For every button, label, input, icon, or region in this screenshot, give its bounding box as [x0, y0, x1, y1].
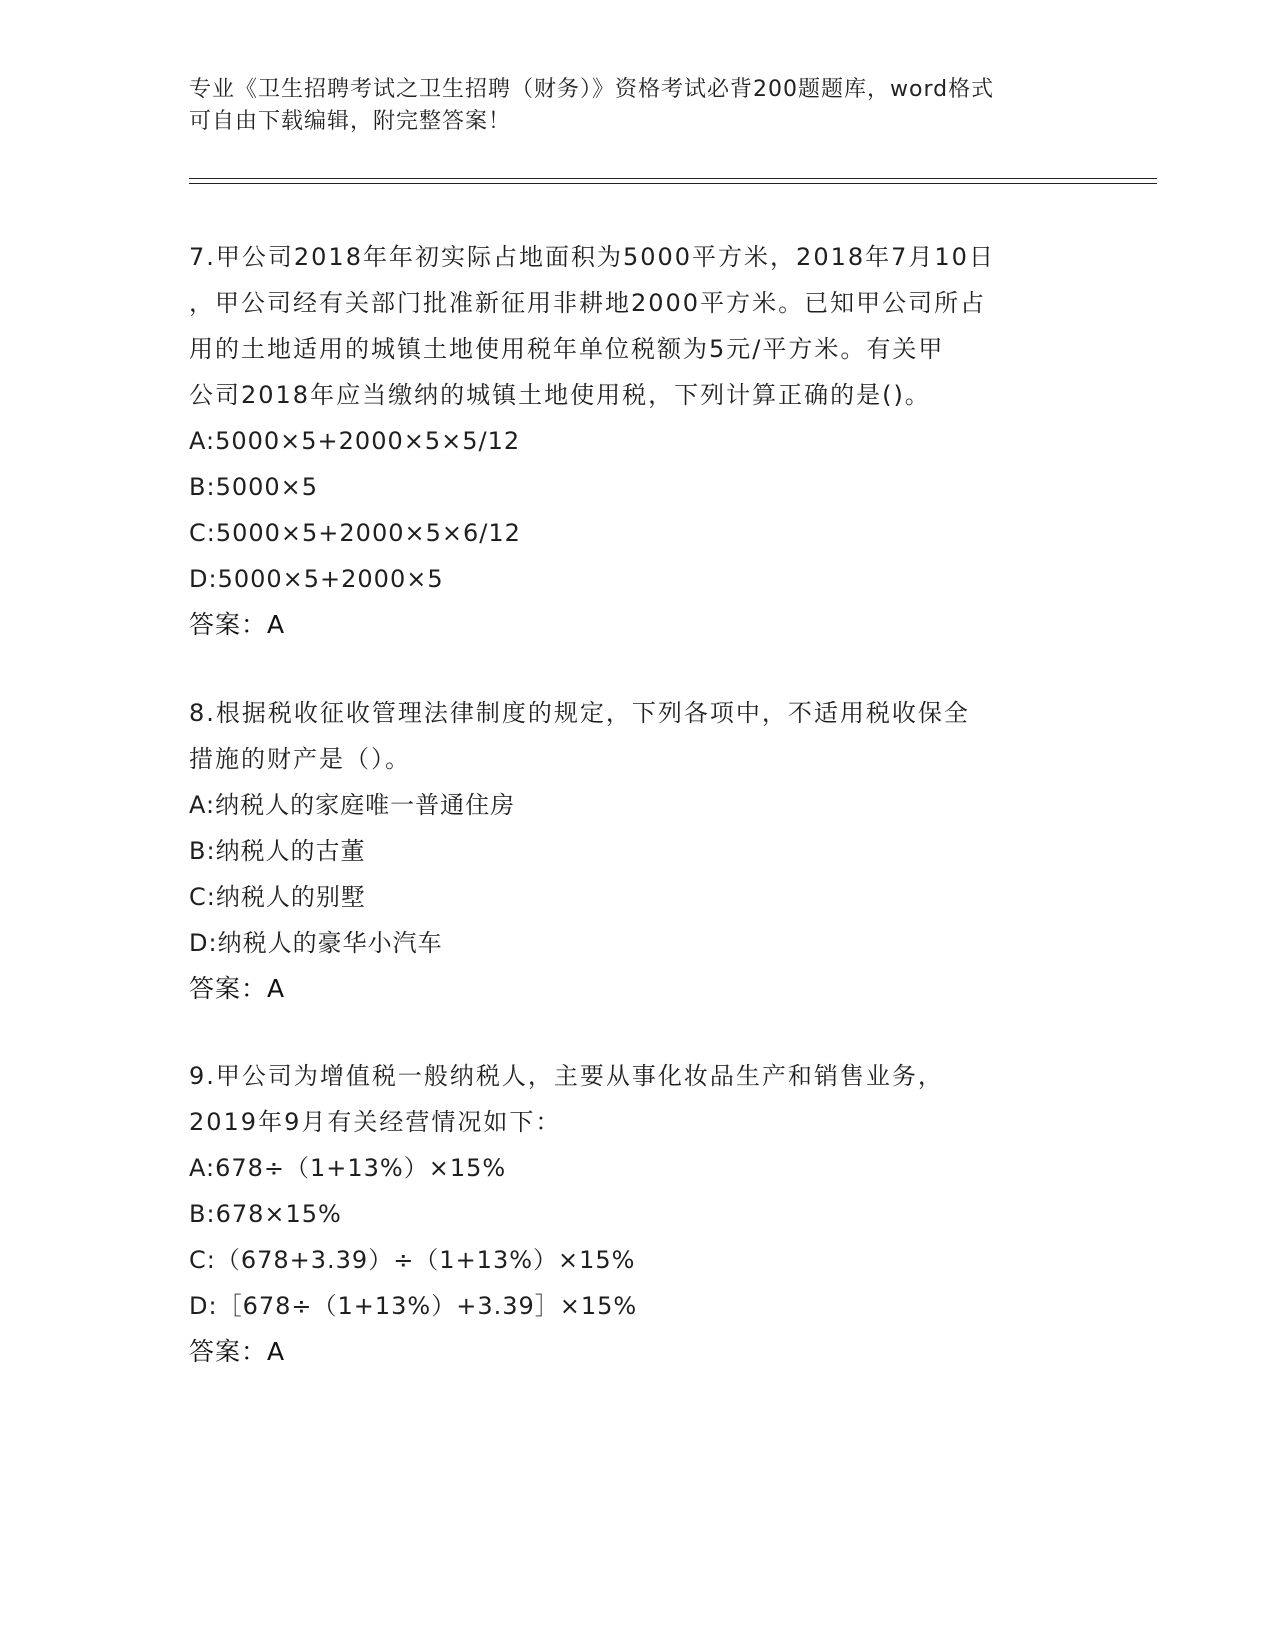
option-list — [189, 782, 1089, 966]
option-text: 纳税人的古董 — [215, 837, 366, 865]
option-letter: D: — [189, 1292, 218, 1320]
question-8 — [189, 690, 1089, 1012]
option-c — [189, 1237, 1089, 1283]
option-d — [189, 1283, 1089, 1329]
option-d — [189, 556, 1089, 602]
question-stem: 9.甲公司为增值税一般纳税人，主要从事化妆品生产和销售业务， 2019年9月有关经营情况如下： — [189, 1062, 944, 1136]
option-letter: B: — [189, 1200, 216, 1228]
option-b — [189, 464, 1089, 510]
option-text: 纳税人的别墅 — [215, 883, 366, 911]
answer-line: 答案：A — [189, 1337, 286, 1366]
option-a — [189, 418, 1089, 464]
option-list — [189, 1145, 1089, 1329]
option-text: 5000×5+2000×5 — [217, 565, 444, 593]
option-b — [189, 1191, 1089, 1237]
header-title-line-1: 专业《卫生招聘考试之卫生招聘（财务）》资格考试必背200题题库，word格式 — [189, 77, 995, 102]
question-stem: 8.根据税收征收管理法律制度的规定，下列各项中，不适用税收保全 措施的财产是（）。 — [189, 699, 970, 773]
question-stem: 7.甲公司2018年年初实际占地面积为5000平方米，2018年7月10日 ，甲公司经有关部门批准新征用非耕地2000平方米。已知甲公司所占 用的土地适用的城镇土地使用税年单位税额为5元/平方米。有关甲 公司2018年应当缴纳的城镇土地使用税，下列计算正确的是()。 — [189, 243, 995, 409]
question-9 — [189, 1053, 1089, 1375]
option-text: （678+3.39）÷（1+13%）×15% — [215, 1246, 636, 1274]
option-letter: A: — [189, 791, 216, 819]
option-a — [189, 1145, 1089, 1191]
option-text: 678×15% — [215, 1200, 342, 1228]
answer-line: 答案：A — [189, 610, 286, 639]
option-b — [189, 828, 1089, 874]
option-text: 5000×5+2000×5×5/12 — [215, 427, 521, 455]
question-7 — [189, 234, 1089, 648]
header-divider-top — [189, 178, 1157, 179]
header-divider-bottom — [189, 183, 1157, 184]
option-letter: C: — [189, 883, 216, 911]
option-text: 纳税人的豪华小汽车 — [217, 929, 443, 957]
answer-line: 答案：A — [189, 974, 286, 1003]
option-text: 5000×5+2000×5×6/12 — [215, 519, 521, 547]
option-c — [189, 874, 1089, 920]
option-text: 678÷（1+13%）×15% — [215, 1154, 507, 1182]
option-a — [189, 782, 1089, 828]
option-text: ［678÷（1+13%）+3.39］×15% — [217, 1292, 638, 1320]
option-text: 5000×5 — [215, 473, 319, 501]
option-c — [189, 510, 1089, 556]
option-letter: B: — [189, 837, 216, 865]
option-letter: C: — [189, 1246, 216, 1274]
option-letter: A: — [189, 1154, 216, 1182]
document-header — [189, 74, 1069, 138]
option-letter: C: — [189, 519, 216, 547]
option-letter: A: — [189, 427, 216, 455]
option-letter: D: — [189, 929, 218, 957]
option-letter: B: — [189, 473, 216, 501]
option-letter: D: — [189, 565, 218, 593]
header-title-line-2: 可自由下载编辑，附完整答案！ — [189, 109, 512, 134]
option-d — [189, 920, 1089, 966]
option-list — [189, 418, 1089, 602]
option-text: 纳税人的家庭唯一普通住房 — [215, 791, 516, 819]
